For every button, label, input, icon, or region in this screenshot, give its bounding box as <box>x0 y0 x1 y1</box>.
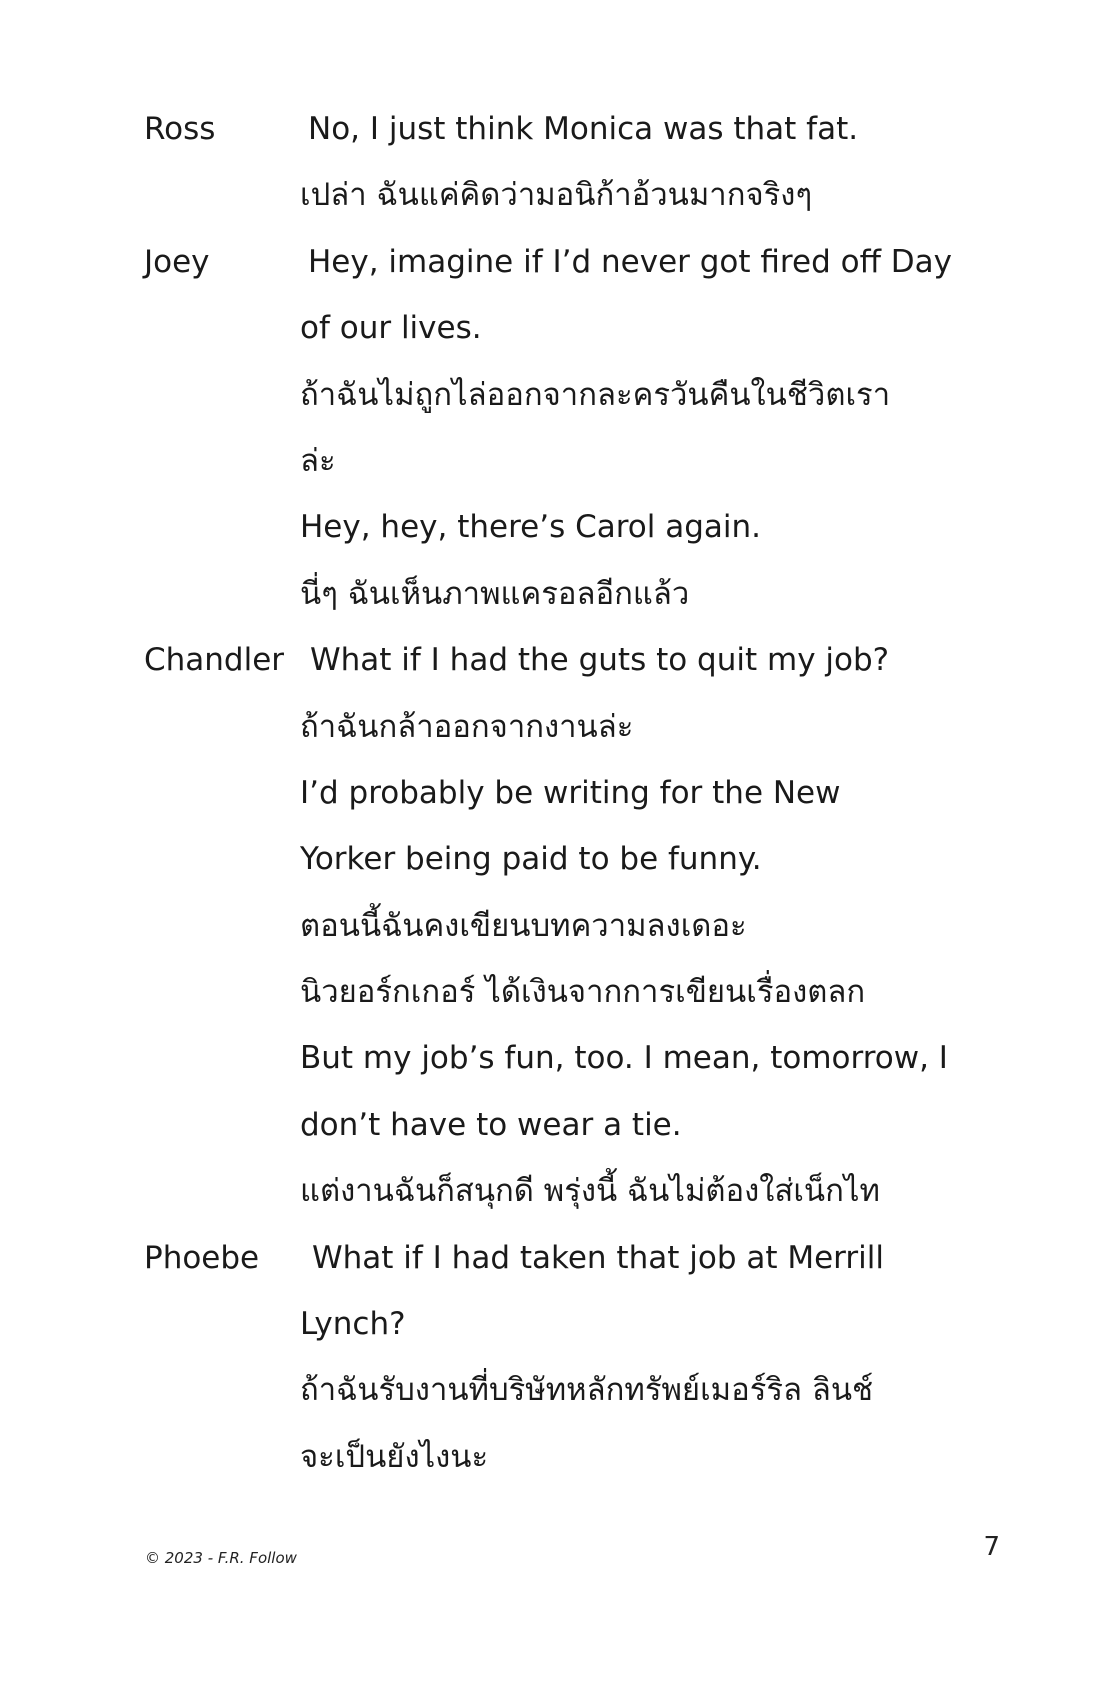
dialogue-text: Lynch? <box>300 1306 406 1343</box>
dialogue-translation: นี่ๆ ฉันเห็นภาพแครอลอีกแล้ว <box>300 575 690 612</box>
speaker-name: Phoebe <box>144 1239 260 1276</box>
dialogue-line <box>144 694 1024 760</box>
dialogue-line <box>144 229 1024 295</box>
dialogue-text: of our lives. <box>300 310 482 347</box>
dialogue-line <box>144 295 1024 361</box>
dialogue-line <box>144 893 1024 959</box>
dialogue-line <box>144 96 1024 162</box>
dialogue-line <box>144 959 1024 1025</box>
dialogue-translation: จะเป็นยังไงนะ <box>300 1438 489 1475</box>
page-number: 7 <box>983 1532 1000 1562</box>
dialogue-translation: ถ้าฉันไม่ถูกไล่ออกจากละครวันคืนในชีวิตเรา <box>300 376 891 413</box>
dialogue-text: But my job’s fun, too. I mean, tomorrow, I <box>300 1040 948 1077</box>
dialogue-text: Hey, hey, there’s Carol again. <box>300 509 762 546</box>
dialogue-line <box>144 1025 1024 1091</box>
dialogue-text: I’d probably be writing for the New <box>300 774 841 811</box>
dialogue-translation: ตอนนี้ฉันคงเขียนบทความลงเดอะ <box>300 907 747 944</box>
dialogue-line <box>144 362 1024 428</box>
dialogue-translation: ถ้าฉันกล้าออกจากงานล่ะ <box>300 708 634 745</box>
dialogue-line <box>144 1092 1024 1158</box>
dialogue-line <box>144 494 1024 560</box>
dialogue-line <box>144 1158 1024 1224</box>
dialogue-line <box>144 1291 1024 1357</box>
dialogue-translation: นิวยอร์กเกอร์ ได้เงินจากการเขียนเรื่องตลก <box>300 974 866 1011</box>
dialogue-text: What if I had taken that job at Merrill <box>312 1239 884 1276</box>
speaker-name: Chandler <box>144 642 285 679</box>
dialogue-text: What if I had the guts to quit my job? <box>310 642 890 679</box>
dialogue-line <box>144 826 1024 892</box>
dialogue-text: Hey, imagine if I’d never got fired off Day <box>308 243 952 280</box>
dialogue-translation: ล่ะ <box>300 442 336 479</box>
copyright-notice: © 2023 - F.R. Follow <box>145 1549 297 1567</box>
dialogue-translation: ถ้าฉันรับงานที่บริษัทหลักทรัพย์เมอร์ริล ลินช์ <box>300 1372 874 1409</box>
speaker-name: Joey <box>144 243 210 280</box>
dialogue-line <box>144 1424 1024 1490</box>
dialogue-text: Yorker being paid to be funny. <box>300 841 762 878</box>
script-dialogue <box>144 96 1024 1490</box>
dialogue-line <box>144 627 1024 693</box>
dialogue-line <box>144 1225 1024 1291</box>
dialogue-text: No, I just think Monica was that fat. <box>308 111 859 147</box>
dialogue-line <box>144 760 1024 826</box>
dialogue-line <box>144 162 1024 228</box>
speaker-name: Ross <box>144 111 216 147</box>
dialogue-line <box>144 428 1024 494</box>
dialogue-translation: เปล่า ฉันแค่คิดว่ามอนิก้าอ้วนมากจริงๆ <box>300 177 813 214</box>
dialogue-line <box>144 1357 1024 1423</box>
dialogue-text: don’t have to wear a tie. <box>300 1106 682 1143</box>
dialogue-translation: แต่งานฉันก็สนุกดี พรุ่งนี้ ฉันไม่ต้องใส่เน็กไท <box>300 1173 880 1210</box>
dialogue-line <box>144 561 1024 627</box>
